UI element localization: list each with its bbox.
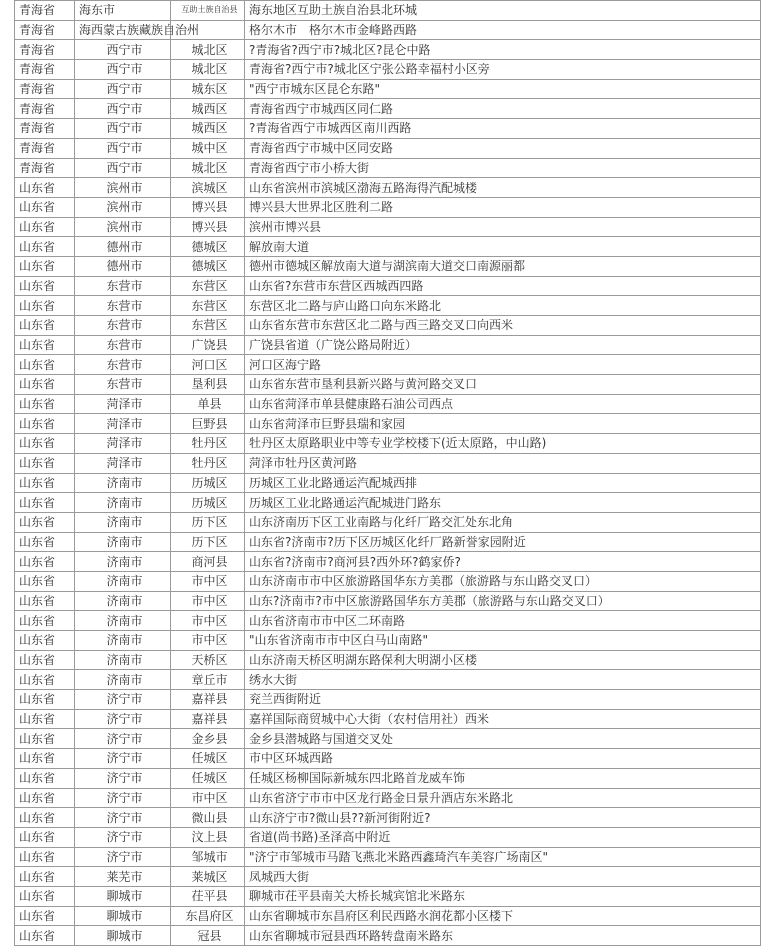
district-cell: 东营区 bbox=[171, 296, 245, 316]
district-cell: 城北区 bbox=[171, 158, 245, 178]
district-cell: 东营区 bbox=[171, 276, 245, 296]
address-cell: 山东省?东营市东营区西城西四路 bbox=[245, 276, 761, 296]
table-row bbox=[15, 119, 761, 139]
city-cell: 德州市 bbox=[75, 256, 171, 276]
district-cell: 市中区 bbox=[171, 571, 245, 591]
table-row bbox=[15, 335, 761, 355]
table-row bbox=[15, 532, 761, 552]
city-cell: 济南市 bbox=[75, 571, 171, 591]
province-cell: 青海省 bbox=[15, 79, 75, 99]
district-cell: 市中区 bbox=[171, 591, 245, 611]
table-row bbox=[15, 808, 761, 828]
district-cell: 莱城区 bbox=[171, 867, 245, 887]
district-cell: 历城区 bbox=[171, 493, 245, 513]
province-cell: 山东省 bbox=[15, 355, 75, 375]
province-cell: 山东省 bbox=[15, 926, 75, 946]
province-cell: 山东省 bbox=[15, 552, 75, 572]
address-cell: 山东省东营市东营区北二路与西三路交叉口向西米 bbox=[245, 316, 761, 336]
table-row bbox=[15, 158, 761, 178]
province-cell: 青海省 bbox=[15, 119, 75, 139]
city-cell: 滨州市 bbox=[75, 197, 171, 217]
district-cell: 嘉祥县 bbox=[171, 690, 245, 710]
province-cell: 青海省 bbox=[15, 60, 75, 80]
address-cell: 德州市德城区解放南大道与湖滨南大道交口南源丽都 bbox=[245, 256, 761, 276]
city-cell: 济南市 bbox=[75, 493, 171, 513]
address-cell: 青海省?西宁市?城北区宁张公路幸福村小区旁 bbox=[245, 60, 761, 80]
province-cell: 青海省 bbox=[15, 20, 75, 40]
table-row bbox=[15, 611, 761, 631]
district-cell: 微山县 bbox=[171, 808, 245, 828]
address-cell: 滨州市博兴县 bbox=[245, 217, 761, 237]
table-row bbox=[15, 650, 761, 670]
table-row bbox=[15, 631, 761, 651]
city-cell: 济宁市 bbox=[75, 808, 171, 828]
table-row bbox=[15, 591, 761, 611]
province-cell: 山东省 bbox=[15, 335, 75, 355]
district-cell: 东昌府区 bbox=[171, 906, 245, 926]
address-cell: 金乡县潜城路与国道交叉处 bbox=[245, 729, 761, 749]
address-cell: 解放南大道 bbox=[245, 237, 761, 257]
district-cell: 垦利县 bbox=[171, 375, 245, 395]
address-cell: 格尔木市 格尔木市金峰路西路 bbox=[245, 20, 761, 40]
address-cell: 山东省?济南市?历下区历城区化纤厂路新誉家园附近 bbox=[245, 532, 761, 552]
address-cell: 山东省菏泽市巨野县瑞和家园 bbox=[245, 414, 761, 434]
district-cell: 巨野县 bbox=[171, 414, 245, 434]
district-cell: 金乡县 bbox=[171, 729, 245, 749]
address-cell: 广饶县省道（广饶公路局附近） bbox=[245, 335, 761, 355]
table-row bbox=[15, 926, 761, 946]
table-row bbox=[15, 237, 761, 257]
city-cell: 济宁市 bbox=[75, 827, 171, 847]
table-row bbox=[15, 552, 761, 572]
address-cell: 山东省聊城市冠县西环路转盘南米路东 bbox=[245, 926, 761, 946]
address-cell: 市中区环城西路 bbox=[245, 749, 761, 769]
district-cell: 博兴县 bbox=[171, 217, 245, 237]
province-cell: 山东省 bbox=[15, 375, 75, 395]
city-cell: 东营市 bbox=[75, 276, 171, 296]
province-cell: 山东省 bbox=[15, 434, 75, 454]
city-cell: 济南市 bbox=[75, 591, 171, 611]
address-cell: 海东地区互助土族自治县北环城 bbox=[245, 1, 761, 21]
district-cell: 河口区 bbox=[171, 355, 245, 375]
district-cell: 东营区 bbox=[171, 316, 245, 336]
address-cell: 河口区海宁路 bbox=[245, 355, 761, 375]
table-row bbox=[15, 316, 761, 336]
district-cell: 德城区 bbox=[171, 237, 245, 257]
table-row bbox=[15, 79, 761, 99]
province-cell: 山东省 bbox=[15, 886, 75, 906]
table-row bbox=[15, 434, 761, 454]
province-cell: 山东省 bbox=[15, 178, 75, 198]
address-cell: "济宁市邹城市马踏飞燕北米路西鑫琦汽车美容广场南区" bbox=[245, 847, 761, 867]
district-cell: 嘉祥县 bbox=[171, 709, 245, 729]
district-cell: 汶上县 bbox=[171, 827, 245, 847]
district-cell: 茌平县 bbox=[171, 886, 245, 906]
city-cell: 济南市 bbox=[75, 512, 171, 532]
address-cell: 历城区工业北路通运汽配城西排 bbox=[245, 473, 761, 493]
province-cell: 山东省 bbox=[15, 650, 75, 670]
city-cell: 济宁市 bbox=[75, 749, 171, 769]
city-cell: 东营市 bbox=[75, 296, 171, 316]
district-cell: 德城区 bbox=[171, 256, 245, 276]
city-cell: 聊城市 bbox=[75, 926, 171, 946]
city-cell: 西宁市 bbox=[75, 79, 171, 99]
city-cell: 济宁市 bbox=[75, 690, 171, 710]
address-cell: 菏泽市牡丹区黄河路 bbox=[245, 453, 761, 473]
province-cell: 青海省 bbox=[15, 158, 75, 178]
table-row bbox=[15, 138, 761, 158]
city-cell: 济南市 bbox=[75, 473, 171, 493]
table-row bbox=[15, 276, 761, 296]
province-cell: 山东省 bbox=[15, 571, 75, 591]
table-row bbox=[15, 473, 761, 493]
table-row bbox=[15, 99, 761, 119]
address-cell: 山东省济宁市市中区龙行路金日景升酒店东米路北 bbox=[245, 788, 761, 808]
table-row bbox=[15, 1, 761, 21]
address-table bbox=[14, 0, 761, 946]
table-row bbox=[15, 670, 761, 690]
table-row bbox=[15, 788, 761, 808]
city-cell: 西宁市 bbox=[75, 138, 171, 158]
address-cell: "西宁市城东区昆仑东路" bbox=[245, 79, 761, 99]
province-cell: 青海省 bbox=[15, 40, 75, 60]
address-cell: 博兴县大世界北区胜利二路 bbox=[245, 197, 761, 217]
table-row bbox=[15, 256, 761, 276]
table-row bbox=[15, 827, 761, 847]
district-cell: 历下区 bbox=[171, 512, 245, 532]
table-row bbox=[15, 867, 761, 887]
table-row bbox=[15, 296, 761, 316]
address-cell: 聊城市茌平县南关大桥长城宾馆北米路东 bbox=[245, 886, 761, 906]
city-cell: 济宁市 bbox=[75, 788, 171, 808]
district-cell: 城北区 bbox=[171, 40, 245, 60]
address-table-body bbox=[15, 1, 761, 946]
address-cell: 山东济南历下区工业南路与化纤厂路交汇处东北角 bbox=[245, 512, 761, 532]
province-cell: 山东省 bbox=[15, 690, 75, 710]
address-cell: 东营区北二路与庐山路口向东米路北 bbox=[245, 296, 761, 316]
table-row bbox=[15, 375, 761, 395]
district-cell: 市中区 bbox=[171, 611, 245, 631]
address-cell: 青海省西宁市城中区同安路 bbox=[245, 138, 761, 158]
district-cell: 牡丹区 bbox=[171, 434, 245, 454]
city-cell: 东营市 bbox=[75, 355, 171, 375]
province-cell: 山东省 bbox=[15, 808, 75, 828]
table-row bbox=[15, 512, 761, 532]
province-cell: 山东省 bbox=[15, 788, 75, 808]
province-cell: 山东省 bbox=[15, 532, 75, 552]
city-cell: 济宁市 bbox=[75, 847, 171, 867]
city-cell: 济南市 bbox=[75, 631, 171, 651]
city-cell: 西宁市 bbox=[75, 99, 171, 119]
city-cell: 聊城市 bbox=[75, 886, 171, 906]
city-cell: 西宁市 bbox=[75, 119, 171, 139]
district-cell: 单县 bbox=[171, 394, 245, 414]
district-cell: 冠县 bbox=[171, 926, 245, 946]
district-cell: 历下区 bbox=[171, 532, 245, 552]
city-cell: 济宁市 bbox=[75, 729, 171, 749]
city-cell: 菏泽市 bbox=[75, 394, 171, 414]
city-cell: 济南市 bbox=[75, 650, 171, 670]
table-row bbox=[15, 20, 761, 40]
city-cell: 菏泽市 bbox=[75, 453, 171, 473]
district-cell: 互助土族自治县 bbox=[171, 1, 245, 21]
address-cell: 山东省滨州市滨城区渤海五路海得汽配城楼 bbox=[245, 178, 761, 198]
province-cell: 山东省 bbox=[15, 414, 75, 434]
province-cell: 山东省 bbox=[15, 591, 75, 611]
table-row bbox=[15, 197, 761, 217]
province-cell: 青海省 bbox=[15, 138, 75, 158]
address-cell: 牡丹区太原路职业中等专业学校楼下(近太原路，中山路) bbox=[245, 434, 761, 454]
district-cell: 博兴县 bbox=[171, 197, 245, 217]
city-cell: 莱芜市 bbox=[75, 867, 171, 887]
address-cell: 凤城西大街 bbox=[245, 867, 761, 887]
district-cell: 滨城区 bbox=[171, 178, 245, 198]
city-cell: 西宁市 bbox=[75, 60, 171, 80]
district-cell: 城西区 bbox=[171, 99, 245, 119]
city-cell: 德州市 bbox=[75, 237, 171, 257]
province-cell: 青海省 bbox=[15, 1, 75, 21]
province-cell: 山东省 bbox=[15, 256, 75, 276]
district-cell: 任城区 bbox=[171, 749, 245, 769]
district-cell: 天桥区 bbox=[171, 650, 245, 670]
city-cell: 聊城市 bbox=[75, 906, 171, 926]
city-cell: 东营市 bbox=[75, 316, 171, 336]
table-row bbox=[15, 768, 761, 788]
district-cell: 城北区 bbox=[171, 60, 245, 80]
province-cell: 山东省 bbox=[15, 867, 75, 887]
table-row bbox=[15, 709, 761, 729]
province-cell: 山东省 bbox=[15, 296, 75, 316]
province-cell: 山东省 bbox=[15, 237, 75, 257]
table-row bbox=[15, 493, 761, 513]
district-cell: 城西区 bbox=[171, 119, 245, 139]
address-cell: ?青海省?西宁市?城北区?昆仑中路 bbox=[245, 40, 761, 60]
province-cell: 山东省 bbox=[15, 847, 75, 867]
district-cell: 邹城市 bbox=[171, 847, 245, 867]
city-cell: 海西蒙古族藏族自治州 bbox=[75, 20, 171, 40]
city-cell: 济宁市 bbox=[75, 768, 171, 788]
district-cell: 市中区 bbox=[171, 788, 245, 808]
district-cell: 商河县 bbox=[171, 552, 245, 572]
province-cell: 山东省 bbox=[15, 512, 75, 532]
address-cell: 青海省西宁市城西区同仁路 bbox=[245, 99, 761, 119]
province-cell: 山东省 bbox=[15, 768, 75, 788]
city-cell: 济南市 bbox=[75, 611, 171, 631]
address-cell: 绣水大街 bbox=[245, 670, 761, 690]
table-row bbox=[15, 217, 761, 237]
city-cell: 东营市 bbox=[75, 335, 171, 355]
address-cell: 青海省西宁市小桥大街 bbox=[245, 158, 761, 178]
city-cell: 西宁市 bbox=[75, 158, 171, 178]
table-row bbox=[15, 178, 761, 198]
table-row bbox=[15, 847, 761, 867]
address-cell: 山东济宁市?微山县??新河街附近? bbox=[245, 808, 761, 828]
province-cell: 山东省 bbox=[15, 217, 75, 237]
address-cell: 山东省聊城市东昌府区利民西路水润花都小区楼下 bbox=[245, 906, 761, 926]
address-cell: 山东?济南市?市中区旅游路国华东方美郡（旅游路与东山路交叉口） bbox=[245, 591, 761, 611]
district-cell: 历城区 bbox=[171, 473, 245, 493]
district-cell: 牡丹区 bbox=[171, 453, 245, 473]
district-cell: 章丘市 bbox=[171, 670, 245, 690]
table-row bbox=[15, 729, 761, 749]
table-row bbox=[15, 749, 761, 769]
address-cell: 嘉祥国际商贸城中心大街（农村信用社）西米 bbox=[245, 709, 761, 729]
address-cell: 山东省东营市垦利县新兴路与黄河路交叉口 bbox=[245, 375, 761, 395]
table-row bbox=[15, 886, 761, 906]
district-cell: 市中区 bbox=[171, 631, 245, 651]
address-cell: ?青海省西宁市城西区南川西路 bbox=[245, 119, 761, 139]
city-cell: 东营市 bbox=[75, 375, 171, 395]
city-cell: 济南市 bbox=[75, 670, 171, 690]
table-row bbox=[15, 453, 761, 473]
city-cell: 滨州市 bbox=[75, 217, 171, 237]
address-cell: "山东省济南市市中区白马山南路" bbox=[245, 631, 761, 651]
province-cell: 山东省 bbox=[15, 316, 75, 336]
city-cell: 菏泽市 bbox=[75, 434, 171, 454]
province-cell: 山东省 bbox=[15, 473, 75, 493]
province-cell: 山东省 bbox=[15, 827, 75, 847]
city-cell: 济南市 bbox=[75, 552, 171, 572]
address-cell: 山东济南天桥区明湖东路保利大明湖小区楼 bbox=[245, 650, 761, 670]
city-cell: 西宁市 bbox=[75, 40, 171, 60]
address-cell: 历城区工业北路通运汽配城进门路东 bbox=[245, 493, 761, 513]
table-row bbox=[15, 906, 761, 926]
address-cell: 山东省?济南市?商河县?西外环?鹤家侨? bbox=[245, 552, 761, 572]
address-cell: 省道(尚书路)圣泽高中附近 bbox=[245, 827, 761, 847]
province-cell: 山东省 bbox=[15, 631, 75, 651]
province-cell: 山东省 bbox=[15, 670, 75, 690]
address-cell: 兖兰西街附近 bbox=[245, 690, 761, 710]
city-cell: 海东市 bbox=[75, 1, 171, 21]
province-cell: 山东省 bbox=[15, 197, 75, 217]
table-row bbox=[15, 355, 761, 375]
province-cell: 山东省 bbox=[15, 906, 75, 926]
district-cell: 广饶县 bbox=[171, 335, 245, 355]
table-row bbox=[15, 394, 761, 414]
province-cell: 山东省 bbox=[15, 453, 75, 473]
table-row bbox=[15, 414, 761, 434]
table-row bbox=[15, 571, 761, 591]
province-cell: 山东省 bbox=[15, 611, 75, 631]
province-cell: 山东省 bbox=[15, 394, 75, 414]
address-cell: 任城区杨柳国际新城东四北路首龙威车饰 bbox=[245, 768, 761, 788]
province-cell: 山东省 bbox=[15, 729, 75, 749]
city-cell: 济南市 bbox=[75, 532, 171, 552]
province-cell: 山东省 bbox=[15, 276, 75, 296]
address-cell: 山东济南市市中区旅游路国华东方美郡（旅游路与东山路交叉口） bbox=[245, 571, 761, 591]
district-cell: 城东区 bbox=[171, 79, 245, 99]
province-cell: 山东省 bbox=[15, 749, 75, 769]
table-row bbox=[15, 690, 761, 710]
province-cell: 青海省 bbox=[15, 99, 75, 119]
city-cell: 济宁市 bbox=[75, 709, 171, 729]
province-cell: 山东省 bbox=[15, 709, 75, 729]
city-cell: 菏泽市 bbox=[75, 414, 171, 434]
table-row bbox=[15, 40, 761, 60]
district-cell: 城中区 bbox=[171, 138, 245, 158]
city-cell: 滨州市 bbox=[75, 178, 171, 198]
district-cell: 任城区 bbox=[171, 768, 245, 788]
table-row bbox=[15, 60, 761, 80]
province-cell: 山东省 bbox=[15, 493, 75, 513]
address-cell: 山东省菏泽市单县健康路石油公司西点 bbox=[245, 394, 761, 414]
address-cell: 山东省济南市市中区二环南路 bbox=[245, 611, 761, 631]
